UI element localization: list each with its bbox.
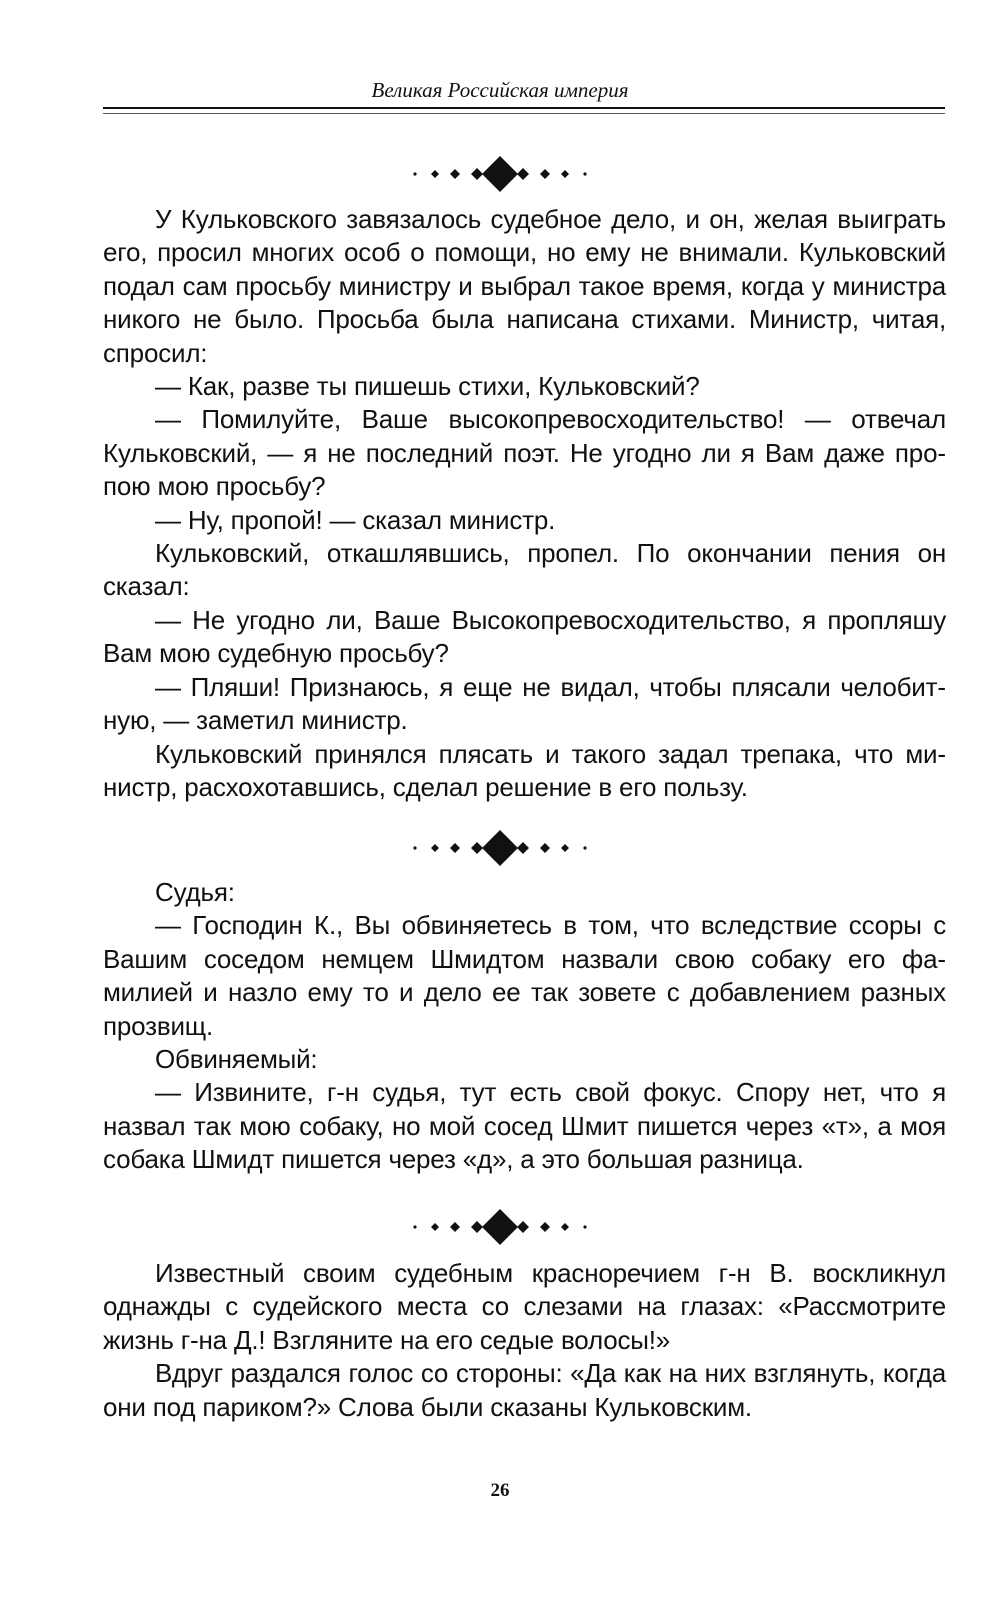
page-number: 26 — [490, 1480, 510, 1501]
paragraph: Вдруг раздался голос со стороны: «Да как на них взглянуть, когда они под париком?» Слова были сказаны Кульковским. — [103, 1358, 946, 1422]
paragraph: — Не угодно ли, Ваше Высокопревосходительство, я пропляшу Вам мою судебную просьбу? — [103, 604, 946, 669]
section-divider-ornament — [0, 826, 1000, 866]
paragraph: Судья: — [155, 877, 235, 907]
paragraph: — Пляши! Признаюсь, я еще не видал, чтобы плясали челобитную, — заметил министр. — [103, 671, 946, 736]
section-divider-ornament — [0, 152, 1000, 192]
paragraph: — Ну, пропой! — сказал министр. — [155, 504, 556, 535]
section-divider-ornament — [0, 1205, 1000, 1245]
paragraph: — Господин К., Вы обвиняетесь в том, что вследствие ссоры с Вашим соседом немцем Шмидтом назвали свою собаку его фамилией и назло ему то и дело ее так зовете с добавлением разных прозвищ. — [103, 910, 946, 1041]
diamond-ornament-icon — [405, 152, 595, 192]
header-rule-thin — [103, 113, 945, 114]
anecdote-1 — [103, 203, 946, 804]
paragraph: Кульковский принялся плясать и такого задал трепака, что министр, расхохотавшись, сделал решение в его пользу. — [103, 738, 946, 802]
header-rule — [103, 107, 945, 109]
paragraph: Известный своим судебным красноречием г-н В. воскликнул однажды с судейского места со слезами на глазах: «Рассмотрите жизнь г-на Д.! Взгляните на его седые волосы!» — [103, 1258, 946, 1355]
paragraph: — Помилуйте, Ваше высокопревосходительство! — отвечал Кульковский, — я не последний поэт. Не угодно ли я Вам даже пропою мою просьбу? — [103, 404, 946, 502]
paragraph: — Извините, г-н судья, тут есть свой фокус. Спору нет, что я назвал так мою собаку, но мой сосед Шмит пишется через «т», а моя собака Шмидт пишется через «д», а это большая разница. — [103, 1077, 946, 1175]
diamond-ornament-icon — [405, 826, 595, 866]
anecdote-2 — [103, 876, 946, 1177]
paragraph: — Как, разве ты пишешь стихи, Кульковский? — [155, 371, 700, 402]
anecdote-3 — [103, 1257, 946, 1424]
paragraph: У Кульковского завязалось судебное дело, и он, желая выиграть его, просил многих особ о помощи, но ему не внимали. Кульковский подал сам просьбу министру и выбрал такое время, когда у министра никого не было. Просьба была написана стихами. Министр, читая, спросил: — [103, 204, 946, 368]
paragraph: Обвиняемый: — [155, 1044, 318, 1075]
paragraph: Кульковский, откашлявшись, пропел. По окончании пения он сказал: — [103, 538, 946, 602]
diamond-ornament-icon — [405, 1205, 595, 1245]
running-head: Великая Российская империя — [371, 78, 629, 102]
